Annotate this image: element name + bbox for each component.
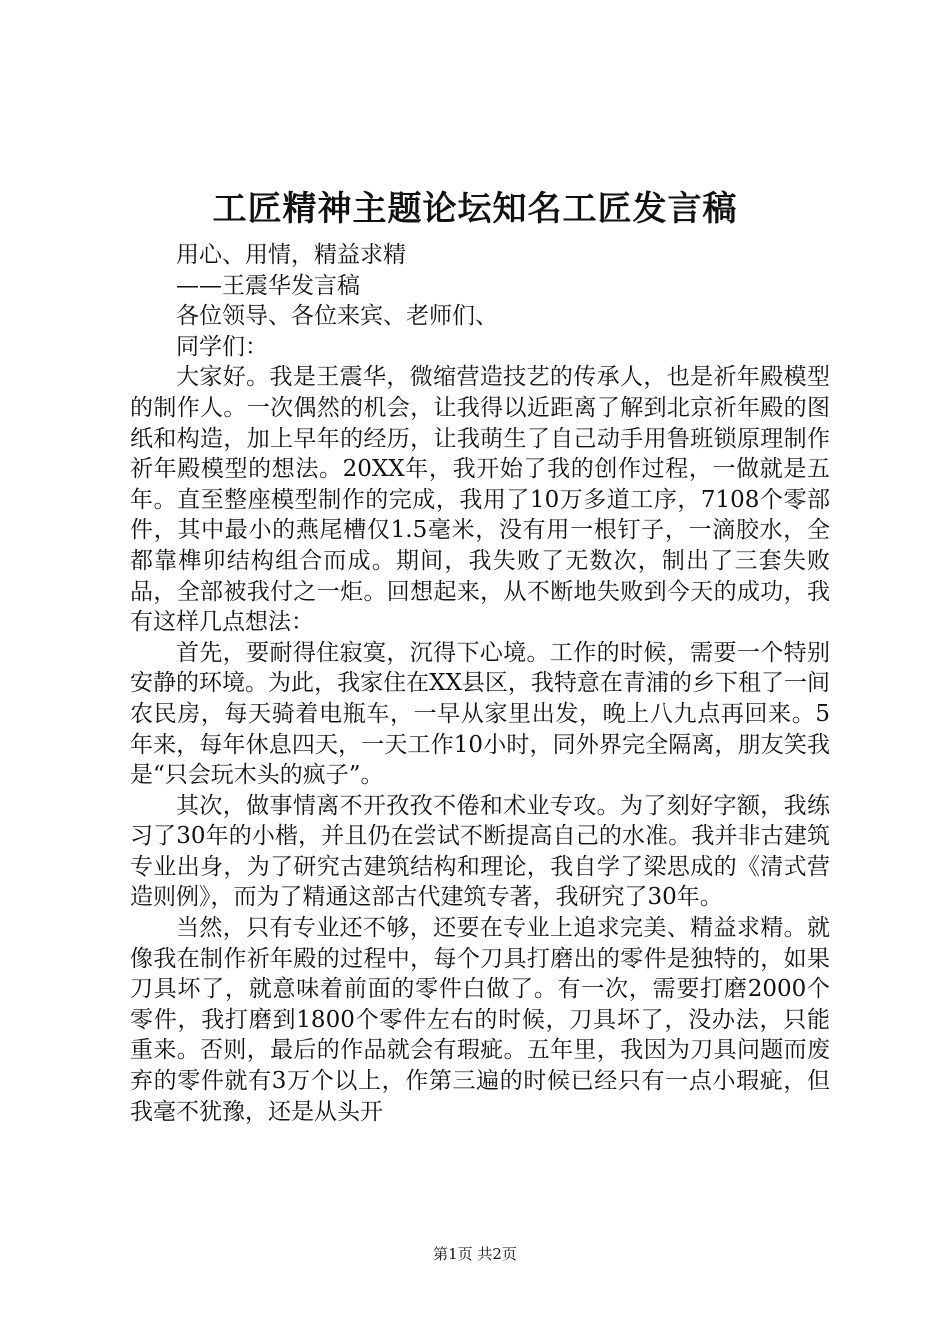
- subtitle-line: 用心、用情，精益求精: [176, 242, 406, 268]
- paragraph-intro: 大家好。我是王震华，微缩营造技艺的传承人，也是祈年殿模型的制作人。一次偶然的机会，让我得以近距离了解到北京祈年殿的图纸和构造，加上早年的经历，让我萌生了自己动手用鲁班锁原理制作祈年殿模型的想法。20XX年，我开始了我的创作过程，一做就是五年。直至整座模型制作的完成，我用了10万多道工序，7108个零部件，其中最小的燕尾槽仅1.5毫米，没有用一根钉子，一滴胶水，全都靠榫卯结构组合而成。期间，我失败了无数次，制出了三套失败品，全部被我付之一炬。回想起来，从不断地失败到今天的成功，我有这样几点想法：: [130, 364, 830, 636]
- salutation-line-2: 同学们：: [176, 333, 268, 360]
- paragraph-second: 其次，做事情离不开孜孜不倦和术业专攻。为了刻好字额，我练习了30年的小楷，并且仍在尝试不断提高自己的水准。我并非古建筑专业出身，为了研究古建筑结构和理论，我自学了梁思成的《清式营造则例》，而为了精通这部古代建筑专著，我研究了30年。: [130, 792, 830, 911]
- paragraph-first: 首先，要耐得住寂寞，沉得下心境。工作的时候，需要一个特别安静的环境。为此，我家住在XX县区，我特意在青浦的乡下租了一间农民房，每天骑着电瓶车，一早从家里出发，晚上八九点再回来。5年来，每年休息四天，一天工作10小时，同外界完全隔离，朋友笑我是“只会玩木头的疯子”。: [130, 639, 830, 789]
- paragraph-third: 当然，只有专业还不够，还要在专业上追求完美、精益求精。就像我在制作祈年殿的过程中，每个刀具打磨出的零件是独特的，如果刀具坏了，就意味着前面的零件白做了。有一次，需要打磨2000个零件，我打磨到1800个零件左右的时候，刀具坏了，没办法，只能重来。否则，最后的作品就会有瑕疵。五年里，我因为刀具问题而废弃的零件就有3万个以上，作第三遍的时候已经只有一点小瑕疵，但我毫不犹豫，还是从头开: [130, 915, 830, 1125]
- salutation-line: 各位领导、各位来宾、老师们、: [176, 303, 498, 330]
- speaker-line: ——王震华发言稿: [176, 272, 360, 299]
- page-footer: 第1页 共2页: [433, 1245, 517, 1263]
- document-title: 工匠精神主题论坛知名工匠发言稿: [212, 189, 738, 229]
- document-body: [130, 240, 830, 1127]
